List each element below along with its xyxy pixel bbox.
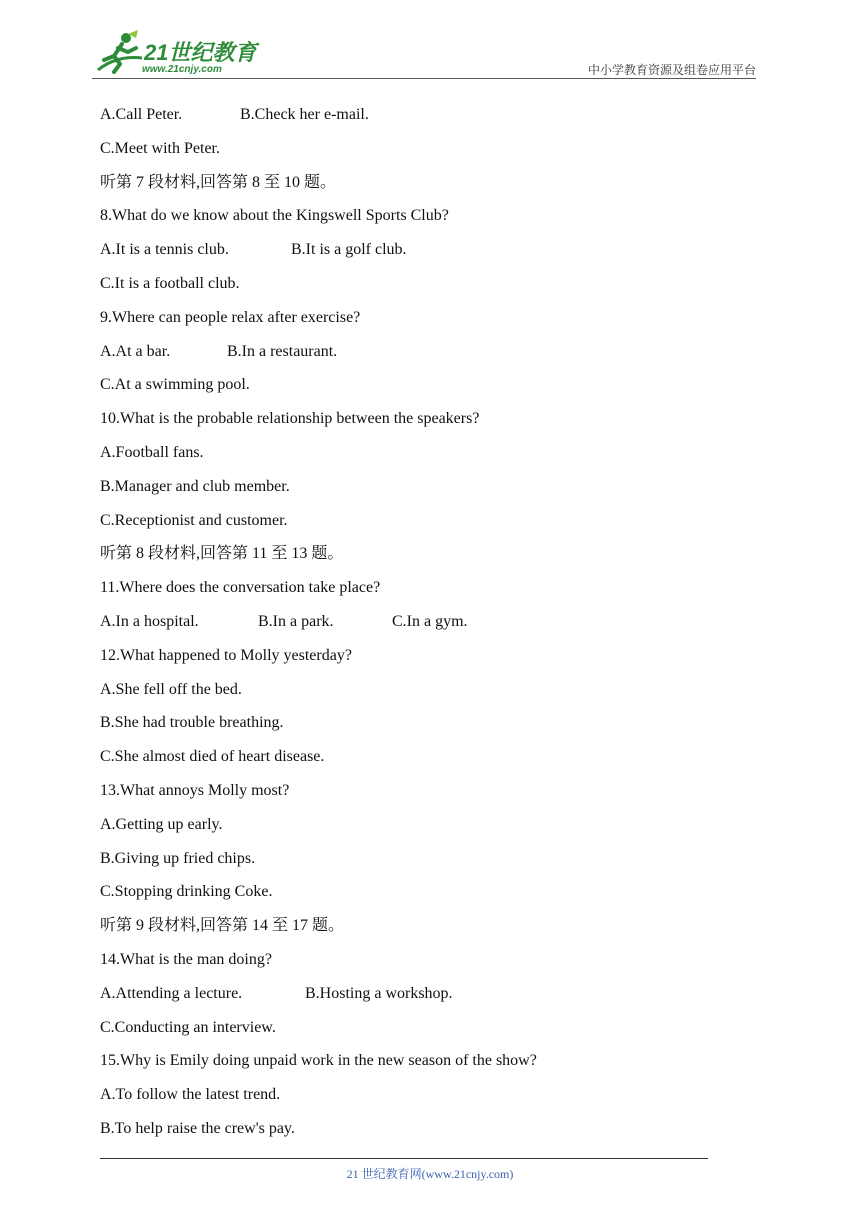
text-line [100, 711, 720, 745]
text-line [100, 1083, 720, 1117]
logo-url: www.21cnjy.com [142, 64, 222, 75]
option-c: C.Stopping drinking Coke. [100, 883, 273, 901]
text-line [100, 238, 720, 272]
question-content [100, 103, 720, 1151]
question-14: 14.What is the man doing? [100, 950, 272, 968]
text-line [100, 880, 720, 914]
option-b: B.Manager and club member. [100, 477, 290, 495]
text-line [100, 475, 720, 509]
option-c: C.Conducting an interview. [100, 1018, 276, 1036]
option-b: B.In a restaurant. [227, 342, 338, 360]
question-13: 13.What annoys Molly most? [100, 781, 290, 799]
text-line [100, 373, 720, 407]
text-line [100, 745, 720, 779]
platform-name: 中小学教育资源及组卷应用平台 [587, 63, 756, 77]
runner-logo-icon [92, 30, 144, 78]
option-a: A.Football fans. [100, 443, 204, 461]
option-c: C.She almost died of heart disease. [100, 748, 325, 766]
option-c: C.In a gym. [392, 612, 468, 630]
option-b: B.Check her e-mail. [240, 106, 369, 123]
text-line [100, 1016, 720, 1050]
section-instruction: 听第 9 段材料,回答第 14 至 17 题。 [100, 917, 345, 935]
section-instruction: 听第 8 段材料,回答第 11 至 13 题。 [100, 545, 344, 563]
option-b: B.In a park. [258, 612, 334, 630]
text-line [100, 813, 720, 847]
option-b: B.It is a golf club. [291, 241, 407, 259]
option-c: C.Receptionist and customer. [100, 511, 288, 529]
option-a: A.To follow the latest trend. [100, 1086, 281, 1104]
question-8: 8.What do we know about the Kingswell Sports Club? [100, 207, 449, 225]
question-10: 10.What is the probable relationship between the speakers? [100, 410, 480, 428]
section-instruction: 听第 7 段材料,回答第 8 至 10 题。 [100, 173, 337, 191]
option-b: B.To help raise the crew's pay. [100, 1119, 295, 1137]
footer-link[interactable]: 21 世纪教育网(www.21cnjy.com) [346, 1167, 514, 1181]
option-b: B.Hosting a workshop. [305, 984, 453, 1002]
text-line [100, 272, 720, 306]
option-a: A.Call Peter. [100, 106, 183, 123]
option-a: A.In a hospital. [100, 612, 199, 630]
footer-divider [100, 1158, 708, 1159]
option-c: C.At a swimming pool. [100, 376, 250, 394]
text-line [100, 509, 720, 543]
text-line [100, 1117, 720, 1151]
option-c: C.It is a football club. [100, 274, 240, 292]
option-a: A.At a bar. [100, 342, 171, 360]
question-15: 15.Why is Emily doing unpaid work in the new season of the show? [100, 1052, 537, 1070]
page-header [92, 30, 756, 80]
text-line [100, 982, 720, 1016]
logo-title: 21世纪教育 [144, 40, 257, 65]
question-9: 9.Where can people relax after exercise? [100, 308, 361, 326]
option-c: C.Meet with Peter. [100, 139, 220, 157]
option-a: A.Getting up early. [100, 815, 223, 833]
option-a: A.It is a tennis club. [100, 241, 229, 259]
option-a: A.She fell off the bed. [100, 680, 242, 698]
text-line [100, 103, 720, 137]
question-11: 11.Where does the conversation take place? [100, 579, 381, 597]
logo [92, 30, 262, 78]
text-line [100, 678, 720, 712]
option-b: B.Giving up fried chips. [100, 849, 256, 867]
text-line [100, 441, 720, 475]
text-line [100, 610, 720, 644]
option-b: B.She had trouble breathing. [100, 714, 284, 732]
option-a: A.Attending a lecture. [100, 984, 243, 1002]
text-line [100, 340, 720, 374]
header-divider [92, 78, 756, 79]
text-line [100, 137, 720, 171]
question-12: 12.What happened to Molly yesterday? [100, 646, 352, 664]
text-line [100, 847, 720, 881]
